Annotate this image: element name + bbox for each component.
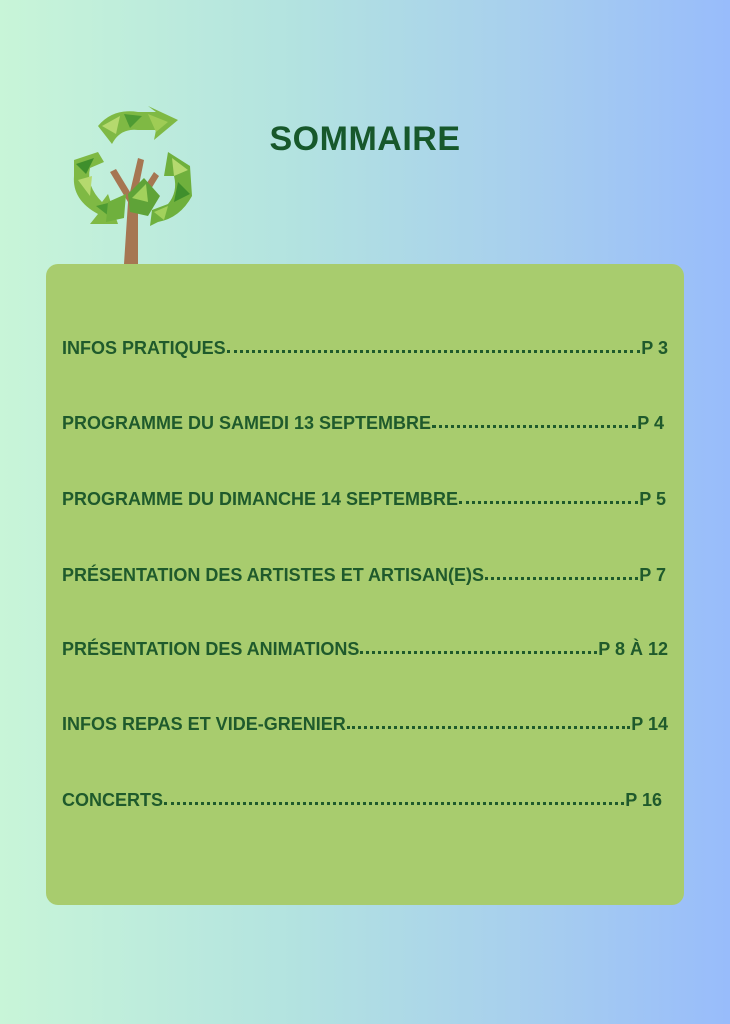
- toc-item-page: P 4: [637, 413, 664, 433]
- toc-item-page: P 16: [625, 790, 662, 810]
- toc-item-page: P 7: [639, 565, 666, 585]
- page-title-text: SOMMAIRE: [269, 120, 461, 158]
- toc-item-infos-pratiques[interactable]: [62, 336, 668, 362]
- toc-leader-dots: [459, 487, 638, 505]
- toc-leader-dots: [360, 637, 597, 655]
- toc-item-artistes-artisans[interactable]: [62, 563, 666, 589]
- toc-item-programme-dimanche[interactable]: [62, 487, 666, 513]
- toc-item-page: P 14: [631, 714, 668, 734]
- toc-item-page: P 8 À 12: [598, 639, 668, 659]
- toc-item-animations[interactable]: [62, 637, 668, 663]
- toc-leader-dots: [164, 788, 624, 806]
- toc-card: [46, 264, 684, 905]
- toc-item-label: INFOS PRATIQUES: [62, 338, 226, 358]
- toc-item-repas-vide-grenier[interactable]: [62, 712, 668, 738]
- page-title: [0, 120, 730, 159]
- toc-item-label: CONCERTS: [62, 790, 164, 810]
- toc-item-page: P 5: [639, 489, 666, 509]
- toc-item-concerts[interactable]: [62, 788, 662, 814]
- toc-item-label: INFOS REPAS ET VIDE-GRENIER: [62, 714, 346, 734]
- toc-item-label: PROGRAMME DU SAMEDI 13 SEPTEMBRE: [62, 413, 432, 433]
- toc-leader-dots: [227, 336, 641, 354]
- toc-item-label: PROGRAMME DU DIMANCHE 14 SEPTEMBRE: [62, 489, 459, 509]
- toc-item-label: PRÉSENTATION DES ANIMATIONS: [62, 639, 360, 659]
- toc-item-label: PRÉSENTATION DES ARTISTES ET ARTISAN(E)S: [62, 565, 485, 585]
- toc-item-page: P 3: [641, 338, 668, 358]
- toc-leader-dots: [432, 411, 636, 429]
- toc-item-programme-samedi[interactable]: [62, 411, 664, 437]
- toc-leader-dots: [485, 563, 638, 581]
- toc-leader-dots: [347, 712, 631, 730]
